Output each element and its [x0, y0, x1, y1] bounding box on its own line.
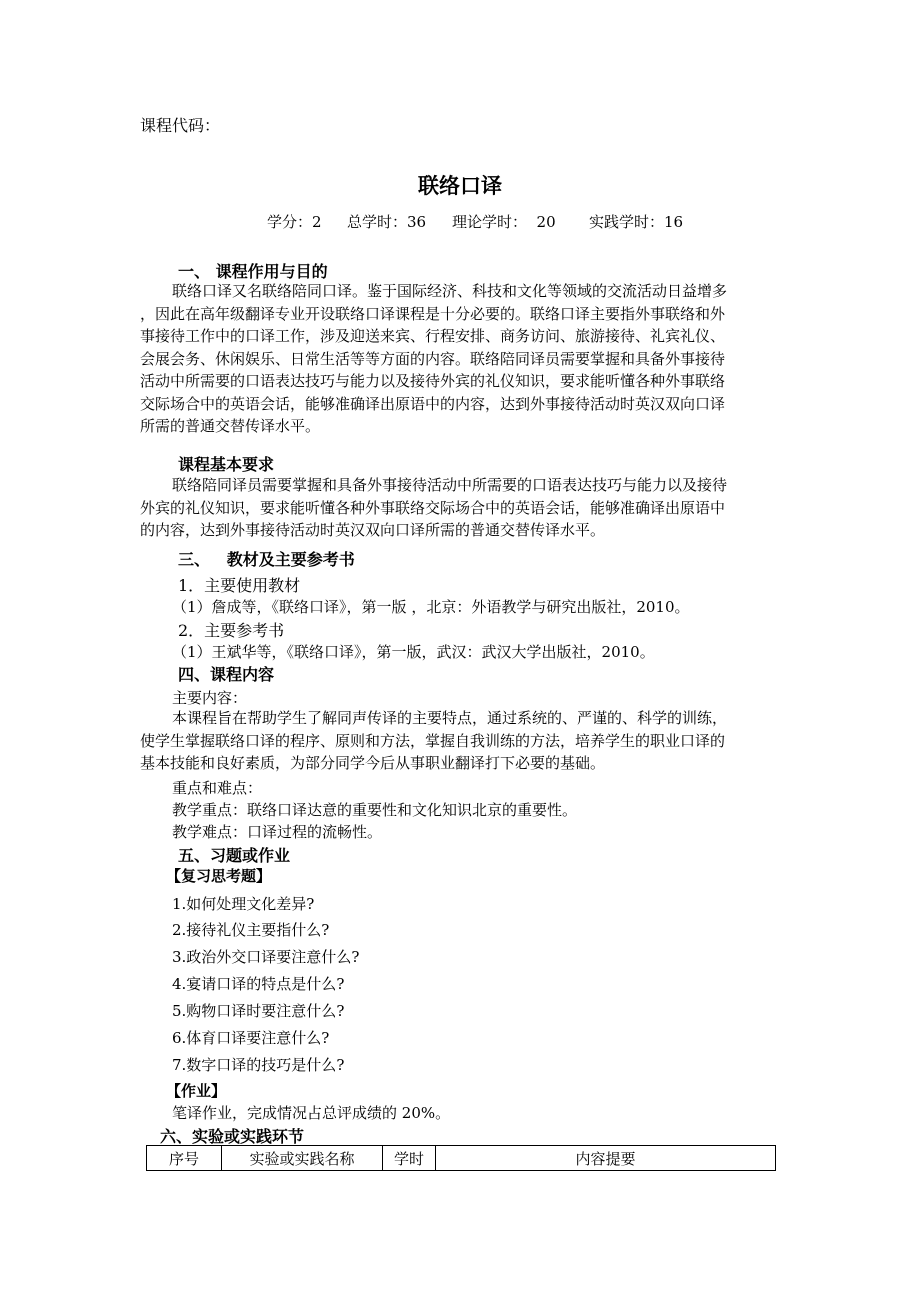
subsection-heading: 1．主要使用教材: [178, 576, 301, 595]
course-code-label: 课程代码：: [140, 116, 221, 135]
table-header-cell: 学时: [383, 1146, 436, 1171]
question-item: 3.政治外交口译要注意什么?: [172, 948, 360, 966]
question-item: 4.宴请口译的特点是什么?: [172, 975, 345, 993]
table-header-row: [147, 1146, 776, 1171]
experiment-table: [146, 1145, 776, 1171]
section-heading: 三、 教材及主要参考书: [178, 550, 355, 569]
page-title: 联络口译: [418, 174, 502, 198]
question-item: 7.数字口译的技巧是什么?: [172, 1056, 345, 1074]
key-point: 教学重点：联络口译达意的重要性和文化知识北京的重要性。: [172, 801, 578, 819]
theory-hours-value: 理论学时： 20: [452, 213, 556, 231]
section-paragraph: [140, 280, 780, 438]
section-heading: 四、课程内容: [178, 665, 275, 684]
section-heading: 课程基本要求: [178, 455, 275, 474]
section-heading: 一、 课程作用与目的: [178, 262, 328, 281]
review-heading: 【复习思考题】: [166, 867, 272, 885]
section-paragraph: [140, 474, 780, 542]
paragraph-line: 活动中所需要的口语表达技巧与能力以及接待外宾的礼仪知识，要求能听懂各种外事联络: [140, 372, 726, 390]
paragraph-line: 外宾的礼仪知识，要求能听懂各种外事联络交际场合中的英语会话，能够准确译出原语中: [140, 498, 726, 517]
subsection-heading: 2．主要参考书: [178, 621, 285, 640]
paragraph-line: 本课程旨在帮助学生了解同声传译的主要特点，通过系统的、严谨的、科学的训练，: [172, 709, 728, 727]
paragraph-line: 使学生掌握联络口译的程序、原则和方法，掌握自我训练的方法，培养学生的职业口译的: [140, 731, 726, 750]
paragraph-line: 联络口译又名联络陪同口译。鉴于国际经济、科技和文化等领域的交流活动日益增多: [172, 282, 728, 300]
paragraph-line: 基本技能和良好素质，为部分同学今后从事职业翻译打下必要的基础。: [140, 754, 606, 772]
table-header-cell: 内容提要: [436, 1146, 776, 1171]
practice-hours-value: 实践学时：16: [589, 213, 684, 231]
section-heading: 五、习题或作业: [178, 846, 291, 865]
table-header-cell: 序号: [147, 1146, 222, 1171]
paragraph-line: 会展会务、休闲娱乐、日常生活等等方面的内容。联络陪同译员需要掌握和具备外事接待: [140, 349, 726, 368]
keypoints-label: 重点和难点：: [172, 779, 263, 797]
question-item: 6.体育口译要注意什么?: [172, 1029, 330, 1047]
paragraph-line: 交际场合中的英语会话，能够准确译出原语中的内容，达到外事接待活动时英汉双向口译: [140, 394, 726, 413]
paragraph-line: 联络陪同译员需要掌握和具备外事接待活动中所需要的口语表达技巧与能力以及接待: [172, 476, 728, 494]
difficulty-point: 教学难点：口译过程的流畅性。: [172, 823, 383, 841]
homework-heading: 【作业】: [166, 1082, 227, 1100]
question-item: 5.购物口译时要注意什么?: [172, 1002, 345, 1020]
total-hours-value: 总学时：36: [347, 213, 427, 231]
paragraph-line: ，因此在高年级翻译专业开设联络口译课程是十分必要的。联络口译主要指外事联络和外: [140, 304, 726, 323]
main-content-label: 主要内容：: [172, 689, 248, 707]
table-header-cell: 实验或实践名称: [222, 1146, 383, 1171]
credits-value: 学分：2: [267, 213, 322, 231]
section-heading: 六、实验或实践环节: [160, 1127, 305, 1146]
section-paragraph: [140, 707, 780, 775]
paragraph-line: 事接待工作中的口译工作，涉及迎送来宾、行程安排、商务访问、旅游接待、礼宾礼仪、: [140, 327, 726, 345]
question-item: 1.如何处理文化差异?: [172, 895, 315, 913]
paragraph-line: 的内容，达到外事接待活动时英汉双向口译所需的普通交替传译水平。: [140, 521, 606, 539]
paragraph-line: 所需的普通交替传译水平。: [140, 417, 321, 435]
question-item: 2.接待礼仪主要指什么?: [172, 921, 330, 939]
homework-text: 笔译作业，完成情况占总评成绩的 20%。: [172, 1104, 451, 1122]
reference-item: （1）王斌华等，《联络口译》，第一版，武汉：武汉大学出版社，2010。: [172, 643, 655, 661]
reference-item: （1）詹成等，《联络口译》，第一版 ，北京：外语教学与研究出版社，2010。: [172, 598, 690, 616]
